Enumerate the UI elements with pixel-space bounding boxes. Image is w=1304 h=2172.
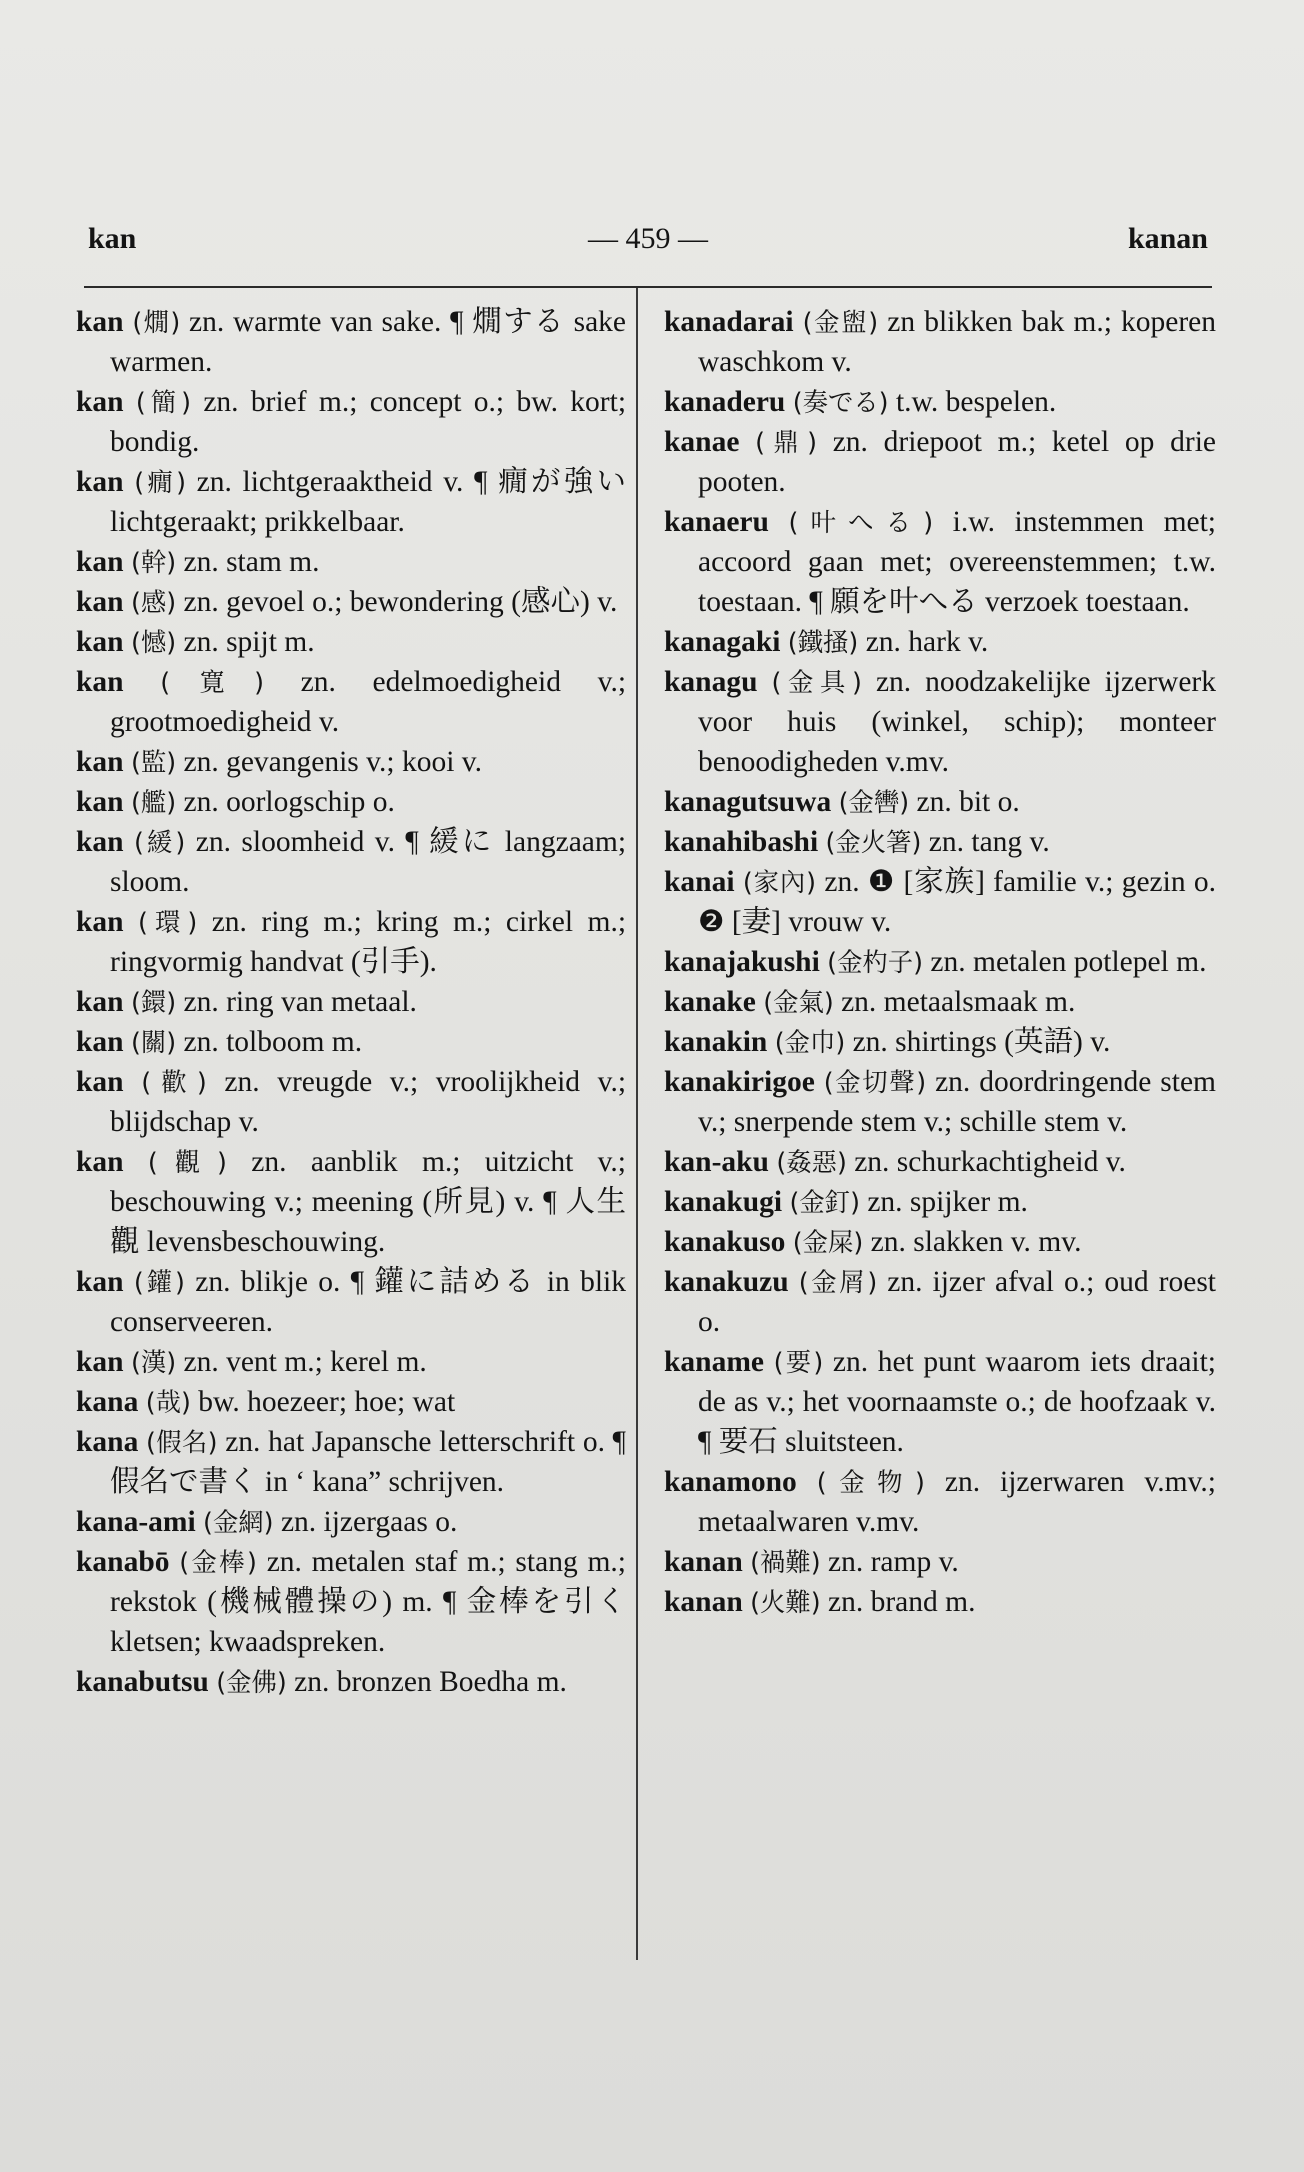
entry-headword: kan bbox=[76, 906, 124, 938]
entry-headword: kan bbox=[76, 1346, 124, 1378]
entry-definition: zn. metaalsmaak m. bbox=[841, 986, 1076, 1018]
dictionary-entry bbox=[76, 1382, 626, 1422]
entry-kanji: (禍難) bbox=[750, 1547, 821, 1577]
entry-kanji: (癇) bbox=[134, 467, 186, 497]
entry-headword: kanagutsuwa bbox=[664, 786, 832, 818]
entry-kanji: (金網) bbox=[203, 1507, 274, 1537]
entry-headword: kan bbox=[76, 306, 124, 338]
entry-headword: kanagaki bbox=[664, 626, 781, 658]
dictionary-entry bbox=[76, 1262, 626, 1342]
entry-kanji: (家內) bbox=[742, 867, 817, 897]
left-column bbox=[76, 302, 626, 1702]
entry-headword: kanakugi bbox=[664, 1186, 783, 1218]
entry-definition: zn. ❶ [家族] familie v.; gezin o. ❷ [妻] vrouw v. bbox=[698, 866, 1217, 938]
entry-kanji: (幹) bbox=[130, 547, 177, 577]
entry-headword: kana-ami bbox=[76, 1506, 196, 1538]
entry-headword: kanakuzu bbox=[664, 1266, 789, 1298]
dictionary-entry bbox=[664, 1342, 1216, 1462]
dictionary-entry bbox=[664, 502, 1216, 622]
dictionary-entry bbox=[664, 382, 1216, 422]
dictionary-entry bbox=[664, 1582, 1216, 1622]
entry-definition: zn. stam m. bbox=[183, 546, 320, 578]
entry-kanji: (金火箸) bbox=[825, 827, 922, 857]
entry-headword: kanaderu bbox=[664, 386, 786, 418]
entry-headword: kanajakushi bbox=[664, 946, 820, 978]
entry-kanji: (火難) bbox=[750, 1587, 821, 1617]
entry-definition: zn. brief m.; concept o.; bw. kort; bondig. bbox=[110, 386, 627, 458]
dictionary-entry bbox=[664, 822, 1216, 862]
entry-definition: zn. tang v. bbox=[928, 826, 1050, 858]
dictionary-entry bbox=[664, 1262, 1216, 1342]
entry-kanji: (叶へる) bbox=[788, 507, 934, 537]
entry-kanji: (奏でる) bbox=[792, 387, 889, 417]
dictionary-entry bbox=[76, 1502, 626, 1542]
entry-headword: kanadarai bbox=[664, 306, 794, 338]
dictionary-entry bbox=[76, 462, 626, 542]
entry-headword: kan bbox=[76, 466, 124, 498]
entry-kanji: (鑵) bbox=[133, 1267, 185, 1297]
dictionary-entry bbox=[76, 902, 626, 982]
dictionary-entry bbox=[664, 422, 1216, 502]
entry-kanji: (簡) bbox=[135, 387, 191, 417]
entry-definition: zn blikken bak m.; koperen waschkom v. bbox=[698, 306, 1217, 378]
page-number: — 459 — bbox=[588, 222, 708, 255]
entry-headword: kan bbox=[76, 786, 124, 818]
entry-kanji: (金佛) bbox=[216, 1667, 287, 1697]
entry-definition: zn. edelmoedigheid v.; grootmoedigheid v. bbox=[110, 666, 627, 738]
entry-definition: zn. ring m.; kring m.; cirkel m.; ringvormig handvat (引手). bbox=[110, 906, 627, 978]
entry-definition: zn. shirtings (英語) v. bbox=[852, 1026, 1111, 1058]
entry-kanji: (金釘) bbox=[789, 1187, 860, 1217]
entry-kanji: (感) bbox=[130, 587, 177, 617]
dictionary-entry bbox=[76, 1662, 626, 1702]
dictionary-entry bbox=[76, 1542, 626, 1662]
right-column bbox=[664, 302, 1216, 1622]
entry-kanji: (監) bbox=[130, 747, 177, 777]
dictionary-entry bbox=[76, 582, 626, 622]
entry-definition: zn. slakken v. mv. bbox=[870, 1226, 1082, 1258]
entry-headword: kanabō bbox=[76, 1546, 170, 1578]
entry-definition: zn. brand m. bbox=[828, 1586, 976, 1618]
entry-definition: zn. het punt waarom iets draait; de as v.; het voornaamste o.; de hoofzaak v. ¶ 要石 sluitsteen. bbox=[698, 1346, 1217, 1458]
entry-kanji: (鐵搔) bbox=[787, 627, 859, 657]
dictionary-entry bbox=[76, 1062, 626, 1142]
dictionary-entry bbox=[664, 622, 1216, 662]
entry-headword: kanakuso bbox=[664, 1226, 786, 1258]
entry-kanji: (關) bbox=[130, 1027, 177, 1057]
entry-kanji: (金具) bbox=[771, 667, 862, 697]
entry-definition: zn. schurkachtigheid v. bbox=[854, 1146, 1126, 1178]
entry-headword: kanakirigoe bbox=[664, 1066, 815, 1098]
entry-kanji: (金氣) bbox=[763, 987, 834, 1017]
entry-headword: kanahibashi bbox=[664, 826, 819, 858]
dictionary-entry bbox=[664, 302, 1216, 382]
header-rule bbox=[84, 286, 1212, 288]
entry-definition: zn. noodzakelijke ijzerwerk voor huis (winkel, schip); monteer benoodigheden v.mv. bbox=[698, 666, 1217, 778]
entry-kanji: (金巾) bbox=[774, 1027, 846, 1057]
dictionary-entry bbox=[664, 1542, 1216, 1582]
dictionary-entry bbox=[76, 542, 626, 582]
entry-headword: kanan bbox=[664, 1586, 743, 1618]
entry-definition: zn. lichtgeraaktheid v. ¶ 癇が強い lichtgeraakt; prikkelbaar. bbox=[110, 466, 627, 538]
entry-headword: kana bbox=[76, 1426, 139, 1458]
entry-definition: zn. ramp v. bbox=[828, 1546, 959, 1578]
dictionary-entry bbox=[76, 982, 626, 1022]
entry-kanji: (金杓子) bbox=[827, 947, 924, 977]
entry-definition: zn. ijzer afval o.; oud roest o. bbox=[698, 1266, 1216, 1338]
dictionary-entry bbox=[664, 1062, 1216, 1142]
entry-definition: zn. metalen potlepel m. bbox=[930, 946, 1207, 978]
entry-definition: zn. bit o. bbox=[916, 786, 1020, 818]
dictionary-entry bbox=[664, 982, 1216, 1022]
entry-definition: zn. tolboom m. bbox=[183, 1026, 363, 1058]
entry-headword: kan bbox=[76, 626, 124, 658]
entry-kanji: (姦惡) bbox=[776, 1147, 847, 1177]
entry-definition: zn. oorlogschip o. bbox=[183, 786, 395, 818]
entry-headword: kaname bbox=[664, 1346, 764, 1378]
entry-definition: zn. spijt m. bbox=[183, 626, 315, 658]
running-head bbox=[88, 222, 1208, 262]
dictionary-entry bbox=[76, 1422, 626, 1502]
dictionary-entry bbox=[76, 742, 626, 782]
dictionary-entry bbox=[76, 302, 626, 382]
entry-headword: kanae bbox=[664, 426, 740, 458]
entry-definition: zn. hat Japansche letterschrift o. ¶ 假名で書く in ‘ kana” schrijven. bbox=[110, 1426, 627, 1498]
entry-kanji: (觀) bbox=[147, 1147, 227, 1177]
entry-kanji: (憾) bbox=[130, 627, 177, 657]
entry-headword: kanagu bbox=[664, 666, 758, 698]
entry-definition: zn. gevoel o.; bewondering (感心) v. bbox=[183, 586, 618, 618]
dictionary-entry bbox=[76, 1342, 626, 1382]
entry-headword: kan bbox=[76, 826, 124, 858]
entry-kanji: (金棒) bbox=[179, 1547, 257, 1577]
dictionary-entry bbox=[76, 822, 626, 902]
entry-definition: zn. metalen staf m.; stang m.; rekstok (機械體操の) m. ¶ 金棒を引く kletsen; kwaadspreken. bbox=[110, 1546, 626, 1658]
dictionary-entry bbox=[664, 662, 1216, 782]
entry-definition: zn. warmte van sake. ¶ 燗する sake warmen. bbox=[110, 306, 627, 378]
entry-kanji: (要) bbox=[773, 1347, 824, 1377]
dictionary-entry bbox=[664, 862, 1216, 942]
entry-headword: kanamono bbox=[664, 1466, 797, 1498]
entry-headword: kan bbox=[76, 586, 124, 618]
entry-kanji: (鼎) bbox=[755, 427, 817, 457]
entry-kanji: (金物) bbox=[816, 1467, 925, 1497]
entry-headword: kan bbox=[76, 546, 124, 578]
dictionary-entry bbox=[76, 622, 626, 662]
entry-headword: kanan bbox=[664, 1546, 743, 1578]
entry-headword: kanai bbox=[664, 866, 735, 898]
entry-kanji: (哉) bbox=[145, 1387, 191, 1417]
entry-headword: kan bbox=[76, 1266, 124, 1298]
entry-definition: zn. gevangenis v.; kooi v. bbox=[183, 746, 482, 778]
entry-definition: zn. hark v. bbox=[865, 626, 989, 658]
entry-kanji: (緩) bbox=[134, 827, 186, 857]
entry-definition: zn. ijzerwaren v.mv.; metaalwaren v.mv. bbox=[698, 1466, 1216, 1538]
entry-definition: zn. blikje o. ¶ 鑵に詰める in blik conserveeren. bbox=[110, 1266, 627, 1338]
entry-definition: zn. sloomheid v. ¶ 緩に langzaam; sloom. bbox=[110, 826, 627, 898]
entry-headword: kanake bbox=[664, 986, 756, 1018]
entry-headword: kan bbox=[76, 386, 124, 418]
entry-kanji: (金盥) bbox=[802, 307, 879, 337]
entry-headword: kanabutsu bbox=[76, 1666, 209, 1698]
column-divider bbox=[636, 288, 638, 1960]
running-head-right: kanan bbox=[1127, 222, 1208, 255]
entry-kanji: (金切聲) bbox=[823, 1067, 927, 1097]
dictionary-entry bbox=[76, 782, 626, 822]
entry-headword: kan bbox=[76, 746, 124, 778]
entry-kanji: (金轡) bbox=[838, 787, 910, 817]
dictionary-entry bbox=[664, 1222, 1216, 1262]
entry-headword: kan bbox=[76, 1066, 124, 1098]
entry-definition: zn. vent m.; kerel m. bbox=[183, 1346, 427, 1378]
entry-definition: bw. hoezeer; hoe; wat bbox=[198, 1386, 456, 1418]
entry-definition: zn. ring van metaal. bbox=[183, 986, 417, 1018]
entry-kanji: (鐶) bbox=[130, 987, 177, 1017]
entry-kanji: (假名) bbox=[146, 1427, 218, 1457]
entry-headword: kan bbox=[76, 1026, 124, 1058]
entry-headword: kan-aku bbox=[664, 1146, 769, 1178]
entry-kanji: (寛) bbox=[160, 667, 264, 697]
entry-headword: kan bbox=[76, 1146, 124, 1178]
entry-definition: zn. ijzergaas o. bbox=[280, 1506, 458, 1538]
dictionary-entry bbox=[664, 1022, 1216, 1062]
entry-definition: zn. spijker m. bbox=[867, 1186, 1028, 1218]
entry-kanji: (金屑) bbox=[798, 1267, 878, 1297]
entry-headword: kana bbox=[76, 1386, 139, 1418]
entry-definition: zn. aanblik m.; uitzicht v.; beschouwing v.; meening (所見) v. ¶ 人生觀 levensbeschouwing. bbox=[110, 1146, 627, 1258]
entry-kanji: (環) bbox=[138, 907, 198, 937]
entry-definition: zn. bronzen Boedha m. bbox=[294, 1666, 567, 1698]
dictionary-entry bbox=[664, 782, 1216, 822]
entry-kanji: (燗) bbox=[132, 307, 181, 337]
entry-headword: kan bbox=[76, 666, 124, 698]
entry-headword: kan bbox=[76, 986, 124, 1018]
entry-headword: kanaeru bbox=[664, 506, 769, 538]
running-head-left: kan bbox=[88, 222, 137, 255]
entry-kanji: (艦) bbox=[130, 787, 177, 817]
dictionary-entry bbox=[664, 1142, 1216, 1182]
entry-kanji: (金屎) bbox=[792, 1227, 864, 1257]
entry-definition: zn. driepoot m.; ketel op drie pooten. bbox=[698, 426, 1216, 498]
dictionary-entry bbox=[664, 1182, 1216, 1222]
dictionary-entry bbox=[76, 662, 626, 742]
entry-kanji: (漢) bbox=[130, 1347, 177, 1377]
dictionary-entry bbox=[76, 1022, 626, 1062]
dictionary-entry bbox=[76, 382, 626, 462]
entry-definition: t.w. bespelen. bbox=[895, 386, 1057, 418]
dictionary-entry bbox=[76, 1142, 626, 1262]
dictionary-entry bbox=[664, 1462, 1216, 1542]
entry-definition: i.w. instemmen met; accoord gaan met; overeenstemmen; t.w. toestaan. ¶ 願を叶へる verzoek toestaan. bbox=[698, 506, 1216, 618]
entry-kanji: (歡) bbox=[141, 1067, 207, 1097]
entry-definition: zn. doordringende stem v.; snerpende stem v.; schille stem v. bbox=[698, 1066, 1217, 1138]
entry-definition: zn. vreugde v.; vroolijkheid v.; blijdschap v. bbox=[110, 1066, 627, 1138]
entry-headword: kanakin bbox=[664, 1026, 768, 1058]
dictionary-entry bbox=[664, 942, 1216, 982]
